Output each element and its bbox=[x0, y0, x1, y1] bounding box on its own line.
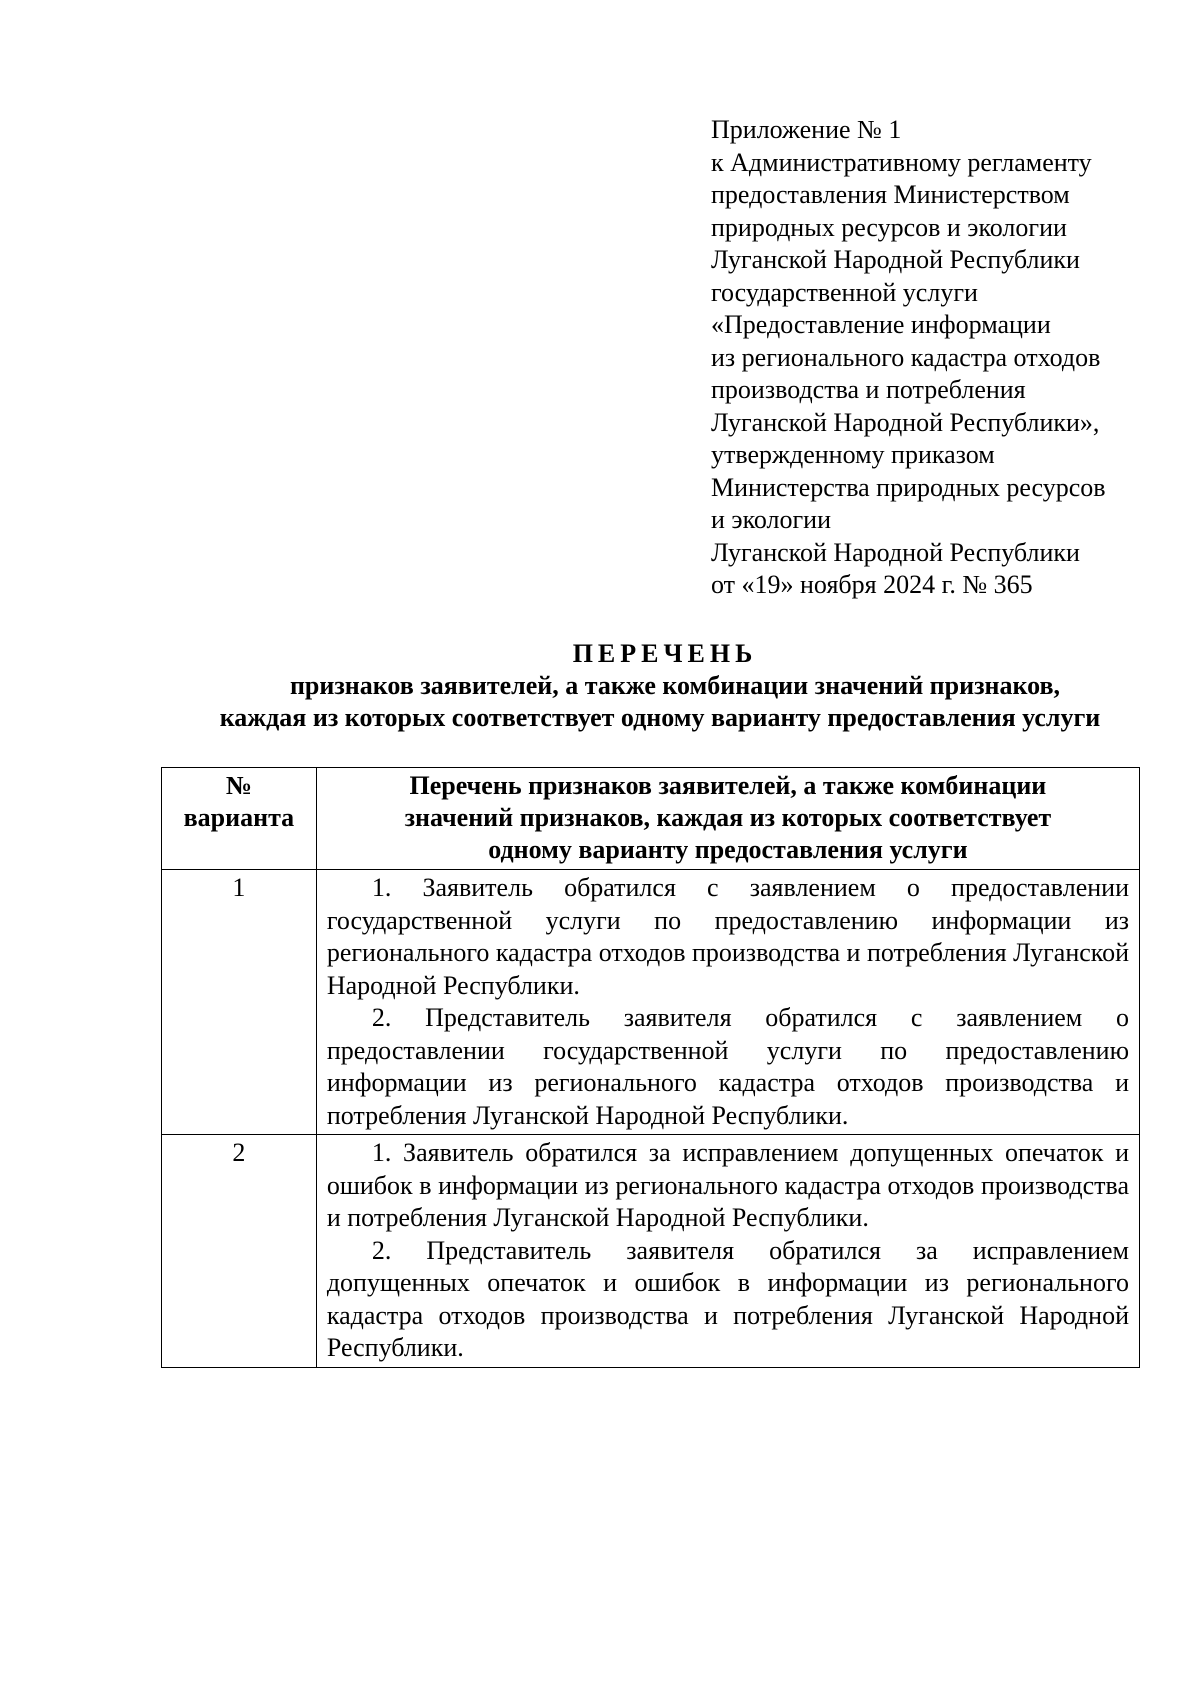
heading-title: ПЕРЕЧЕНЬ bbox=[572, 639, 758, 668]
appendix-block bbox=[711, 114, 1171, 602]
variant-criterion: 1. Заявитель обратился с заявлением о предоставлении государственной услуги по предоставлению информации из регионального кадастра отходов производства и потребления Луганской Народной Республики. bbox=[326, 873, 1129, 1000]
variant-criterion: 2. Представитель заявителя обратился за исправлением допущенных опечаток и ошибок в информации из регионального кадастра отходов производства и потребления Луганской Народной Республики. bbox=[326, 1235, 1129, 1362]
appendix-line: из регионального кадастра отходов bbox=[711, 342, 1101, 372]
variants-table bbox=[161, 767, 1140, 1368]
appendix-line: государственной услуги bbox=[711, 277, 978, 307]
appendix-line: предоставления Министерством bbox=[711, 180, 1070, 209]
header-variant-number bbox=[162, 768, 317, 870]
appendix-line: Луганской Народной Республики bbox=[711, 537, 1080, 567]
header-description bbox=[316, 768, 1139, 870]
appendix-line: Министерства природных ресурсов bbox=[711, 472, 1106, 502]
heading-subtitle-line: каждая из которых соответствует одному варианту предоставления услуги bbox=[219, 703, 1101, 732]
header-text-line: Перечень признаков заявителей, а также комбинации bbox=[409, 771, 1047, 800]
appendix-line: от «19» ноября 2024 г. № 365 bbox=[711, 570, 1033, 599]
header-text-line: значений признаков, каждая из которых соответствует bbox=[404, 803, 1052, 832]
appendix-line: «Предоставление информации bbox=[711, 310, 1051, 339]
variant-number-cell: 2 bbox=[162, 1135, 317, 1368]
table-row bbox=[162, 1135, 1140, 1368]
header-text-line: одному варианту предоставления услуги bbox=[488, 835, 968, 864]
document-heading bbox=[160, 638, 1160, 734]
appendix-line: утвержденному приказом bbox=[711, 440, 995, 469]
appendix-line: природных ресурсов и экологии bbox=[711, 212, 1067, 242]
header-text-line: варианта bbox=[183, 803, 295, 832]
table-row bbox=[162, 870, 1140, 1135]
appendix-line: к Административному регламенту bbox=[711, 147, 1092, 177]
table-header-row bbox=[162, 768, 1140, 870]
appendix-line: Приложение № 1 bbox=[711, 115, 902, 144]
variant-number-cell: 1 bbox=[162, 870, 317, 1135]
appendix-line: производства и потребления bbox=[711, 375, 1026, 404]
header-text-line: № bbox=[225, 771, 252, 800]
variant-description-cell bbox=[316, 1135, 1139, 1368]
appendix-line: и экологии bbox=[711, 505, 832, 534]
variant-criterion: 2. Представитель заявителя обратился с заявлением о предоставлении государственной услуги по предоставлению информации из регионального кадастра отходов производства и потребления Луганской Народной Республики. bbox=[326, 1003, 1129, 1130]
heading-subtitle-line: признаков заявителей, а также комбинации значений признаков, bbox=[289, 671, 1061, 700]
appendix-line: Луганской Народной Республики», bbox=[711, 407, 1100, 437]
appendix-line: Луганской Народной Республики bbox=[711, 245, 1080, 274]
variant-description-cell bbox=[316, 870, 1139, 1135]
variant-criterion: 1. Заявитель обратился за исправлением допущенных опечаток и ошибок в информации из регионального кадастра отходов производства и потребления Луганской Народной Республики. bbox=[326, 1138, 1129, 1232]
